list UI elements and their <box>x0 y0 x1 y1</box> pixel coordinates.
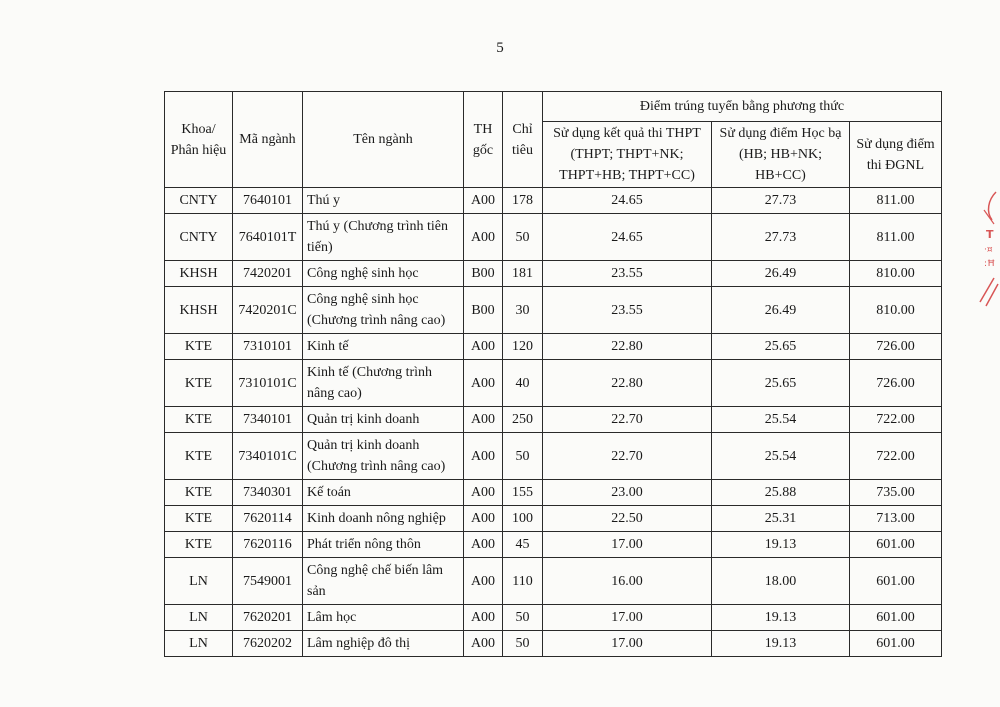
table-row <box>165 261 942 287</box>
cell-score-dgnl: 601.00 <box>850 558 942 605</box>
cell-faculty: KTE <box>165 334 233 360</box>
cell-subject-group: A00 <box>464 360 503 407</box>
cell-score-hocba: 25.54 <box>712 433 850 480</box>
cell-quota: 50 <box>503 433 543 480</box>
cell-score-thpt: 17.00 <box>543 532 712 558</box>
cell-score-thpt: 24.65 <box>543 214 712 261</box>
table-row <box>165 360 942 407</box>
cell-score-hocba: 25.65 <box>712 360 850 407</box>
cell-faculty: KTE <box>165 532 233 558</box>
cell-score-dgnl: 726.00 <box>850 360 942 407</box>
cell-major-name: Công nghệ sinh học <box>303 261 464 287</box>
header-faculty: Khoa/ Phân hiệu <box>165 92 233 188</box>
page-number: 5 <box>496 40 504 56</box>
cell-major-code: 7310101 <box>233 334 303 360</box>
cell-score-thpt: 24.65 <box>543 188 712 214</box>
cell-score-dgnl: 726.00 <box>850 334 942 360</box>
cell-score-thpt: 23.55 <box>543 261 712 287</box>
header-major-name: Tên ngành <box>303 92 464 188</box>
cell-faculty: KTE <box>165 506 233 532</box>
cell-subject-group: A00 <box>464 188 503 214</box>
cell-major-code: 7620202 <box>233 631 303 657</box>
table-row <box>165 334 942 360</box>
cell-faculty: KTE <box>165 433 233 480</box>
cell-score-hocba: 25.54 <box>712 407 850 433</box>
cell-score-hocba: 25.31 <box>712 506 850 532</box>
cell-score-dgnl: 601.00 <box>850 631 942 657</box>
cell-quota: 45 <box>503 532 543 558</box>
cell-major-name: Công nghệ sinh học (Chương trình nâng cao) <box>303 287 464 334</box>
cell-quota: 50 <box>503 605 543 631</box>
cell-score-hocba: 25.88 <box>712 480 850 506</box>
cell-quota: 30 <box>503 287 543 334</box>
cell-subject-group: A00 <box>464 558 503 605</box>
cell-faculty: LN <box>165 558 233 605</box>
cell-quota: 250 <box>503 407 543 433</box>
cell-quota: 155 <box>503 480 543 506</box>
svg-text:T: T <box>986 228 994 241</box>
cell-subject-group: A00 <box>464 334 503 360</box>
cell-score-hocba: 19.13 <box>712 532 850 558</box>
cell-score-thpt: 22.80 <box>543 334 712 360</box>
cell-score-dgnl: 713.00 <box>850 506 942 532</box>
cell-subject-group: A00 <box>464 433 503 480</box>
cell-subject-group: A00 <box>464 214 503 261</box>
header-major-code: Mã ngành <box>233 92 303 188</box>
cell-subject-group: A00 <box>464 631 503 657</box>
cell-major-name: Kinh tế <box>303 334 464 360</box>
cell-major-code: 7340101 <box>233 407 303 433</box>
cell-major-name: Công nghệ chế biến lâm sản <box>303 558 464 605</box>
cell-score-hocba: 27.73 <box>712 214 850 261</box>
header-admission-methods: Điểm trúng tuyển bằng phương thức <box>543 92 942 122</box>
cell-score-hocba: 26.49 <box>712 261 850 287</box>
cell-faculty: LN <box>165 605 233 631</box>
cell-score-dgnl: 810.00 <box>850 261 942 287</box>
cell-major-name: Kinh tế (Chương trình nâng cao) <box>303 360 464 407</box>
admission-scores-table <box>164 91 942 657</box>
cell-score-thpt: 16.00 <box>543 558 712 605</box>
cell-score-thpt: 22.50 <box>543 506 712 532</box>
header-method-thpt: Sử dụng kết quả thi THPT (THPT; THPT+NK; THPT+HB; THPT+CC) <box>543 122 712 188</box>
red-stamp-mark <box>966 190 1000 310</box>
cell-score-dgnl: 735.00 <box>850 480 942 506</box>
cell-score-hocba: 25.65 <box>712 334 850 360</box>
cell-quota: 50 <box>503 214 543 261</box>
cell-major-name: Thú y <box>303 188 464 214</box>
header-quota: Chỉ tiêu <box>503 92 543 188</box>
cell-subject-group: A00 <box>464 407 503 433</box>
cell-quota: 178 <box>503 188 543 214</box>
table-row <box>165 407 942 433</box>
cell-score-thpt: 23.55 <box>543 287 712 334</box>
cell-score-thpt: 22.80 <box>543 360 712 407</box>
header-method-hocba: Sử dụng điểm Học bạ (HB; HB+NK; HB+CC) <box>712 122 850 188</box>
cell-major-code: 7640101 <box>233 188 303 214</box>
cell-score-hocba: 26.49 <box>712 287 850 334</box>
table-row <box>165 214 942 261</box>
cell-faculty: KHSH <box>165 261 233 287</box>
table-row <box>165 433 942 480</box>
cell-quota: 40 <box>503 360 543 407</box>
cell-score-dgnl: 811.00 <box>850 188 942 214</box>
cell-score-thpt: 17.00 <box>543 605 712 631</box>
cell-score-hocba: 19.13 <box>712 605 850 631</box>
cell-score-dgnl: 601.00 <box>850 605 942 631</box>
header-subject-group: TH gốc <box>464 92 503 188</box>
cell-quota: 100 <box>503 506 543 532</box>
cell-faculty: CNTY <box>165 188 233 214</box>
cell-faculty: CNTY <box>165 214 233 261</box>
cell-major-name: Lâm nghiệp đô thị <box>303 631 464 657</box>
cell-major-name: Phát triển nông thôn <box>303 532 464 558</box>
header-method-dgnl: Sử dụng điểm thi ĐGNL <box>850 122 942 188</box>
cell-major-code: 7310101C <box>233 360 303 407</box>
cell-score-hocba: 19.13 <box>712 631 850 657</box>
cell-score-dgnl: 722.00 <box>850 407 942 433</box>
cell-score-thpt: 22.70 <box>543 433 712 480</box>
cell-major-name: Kinh doanh nông nghiệp <box>303 506 464 532</box>
cell-subject-group: A00 <box>464 480 503 506</box>
cell-subject-group: A00 <box>464 506 503 532</box>
cell-score-thpt: 17.00 <box>543 631 712 657</box>
svg-text:·¤: ·¤ <box>984 245 993 255</box>
cell-score-dgnl: 810.00 <box>850 287 942 334</box>
cell-score-dgnl: 601.00 <box>850 532 942 558</box>
cell-major-code: 7420201 <box>233 261 303 287</box>
svg-text::Ħ: :Ħ <box>984 259 996 269</box>
cell-faculty: KTE <box>165 480 233 506</box>
cell-faculty: KTE <box>165 407 233 433</box>
cell-score-thpt: 22.70 <box>543 407 712 433</box>
cell-subject-group: A00 <box>464 532 503 558</box>
cell-score-dgnl: 811.00 <box>850 214 942 261</box>
cell-quota: 181 <box>503 261 543 287</box>
cell-subject-group: B00 <box>464 287 503 334</box>
cell-quota: 50 <box>503 631 543 657</box>
cell-major-code: 7420201C <box>233 287 303 334</box>
cell-major-name: Thú y (Chương trình tiên tiến) <box>303 214 464 261</box>
cell-major-code: 7620114 <box>233 506 303 532</box>
cell-major-code: 7340101C <box>233 433 303 480</box>
cell-major-name: Quản trị kinh doanh <box>303 407 464 433</box>
cell-major-name: Lâm học <box>303 605 464 631</box>
cell-score-dgnl: 722.00 <box>850 433 942 480</box>
cell-subject-group: B00 <box>464 261 503 287</box>
cell-major-code: 7549001 <box>233 558 303 605</box>
cell-major-name: Quản trị kinh doanh (Chương trình nâng cao) <box>303 433 464 480</box>
cell-score-hocba: 27.73 <box>712 188 850 214</box>
cell-major-code: 7640101T <box>233 214 303 261</box>
table-row <box>165 631 942 657</box>
table-row <box>165 532 942 558</box>
table-row <box>165 188 942 214</box>
cell-major-code: 7620116 <box>233 532 303 558</box>
cell-score-thpt: 23.00 <box>543 480 712 506</box>
table-row <box>165 480 942 506</box>
cell-major-code: 7620201 <box>233 605 303 631</box>
cell-major-name: Kế toán <box>303 480 464 506</box>
stamp-icon <box>966 190 1000 310</box>
cell-faculty: KHSH <box>165 287 233 334</box>
cell-quota: 120 <box>503 334 543 360</box>
cell-faculty: LN <box>165 631 233 657</box>
cell-faculty: KTE <box>165 360 233 407</box>
table-row <box>165 605 942 631</box>
cell-quota: 110 <box>503 558 543 605</box>
cell-score-hocba: 18.00 <box>712 558 850 605</box>
cell-subject-group: A00 <box>464 605 503 631</box>
table-row <box>165 558 942 605</box>
table-row <box>165 506 942 532</box>
cell-major-code: 7340301 <box>233 480 303 506</box>
table-row <box>165 287 942 334</box>
